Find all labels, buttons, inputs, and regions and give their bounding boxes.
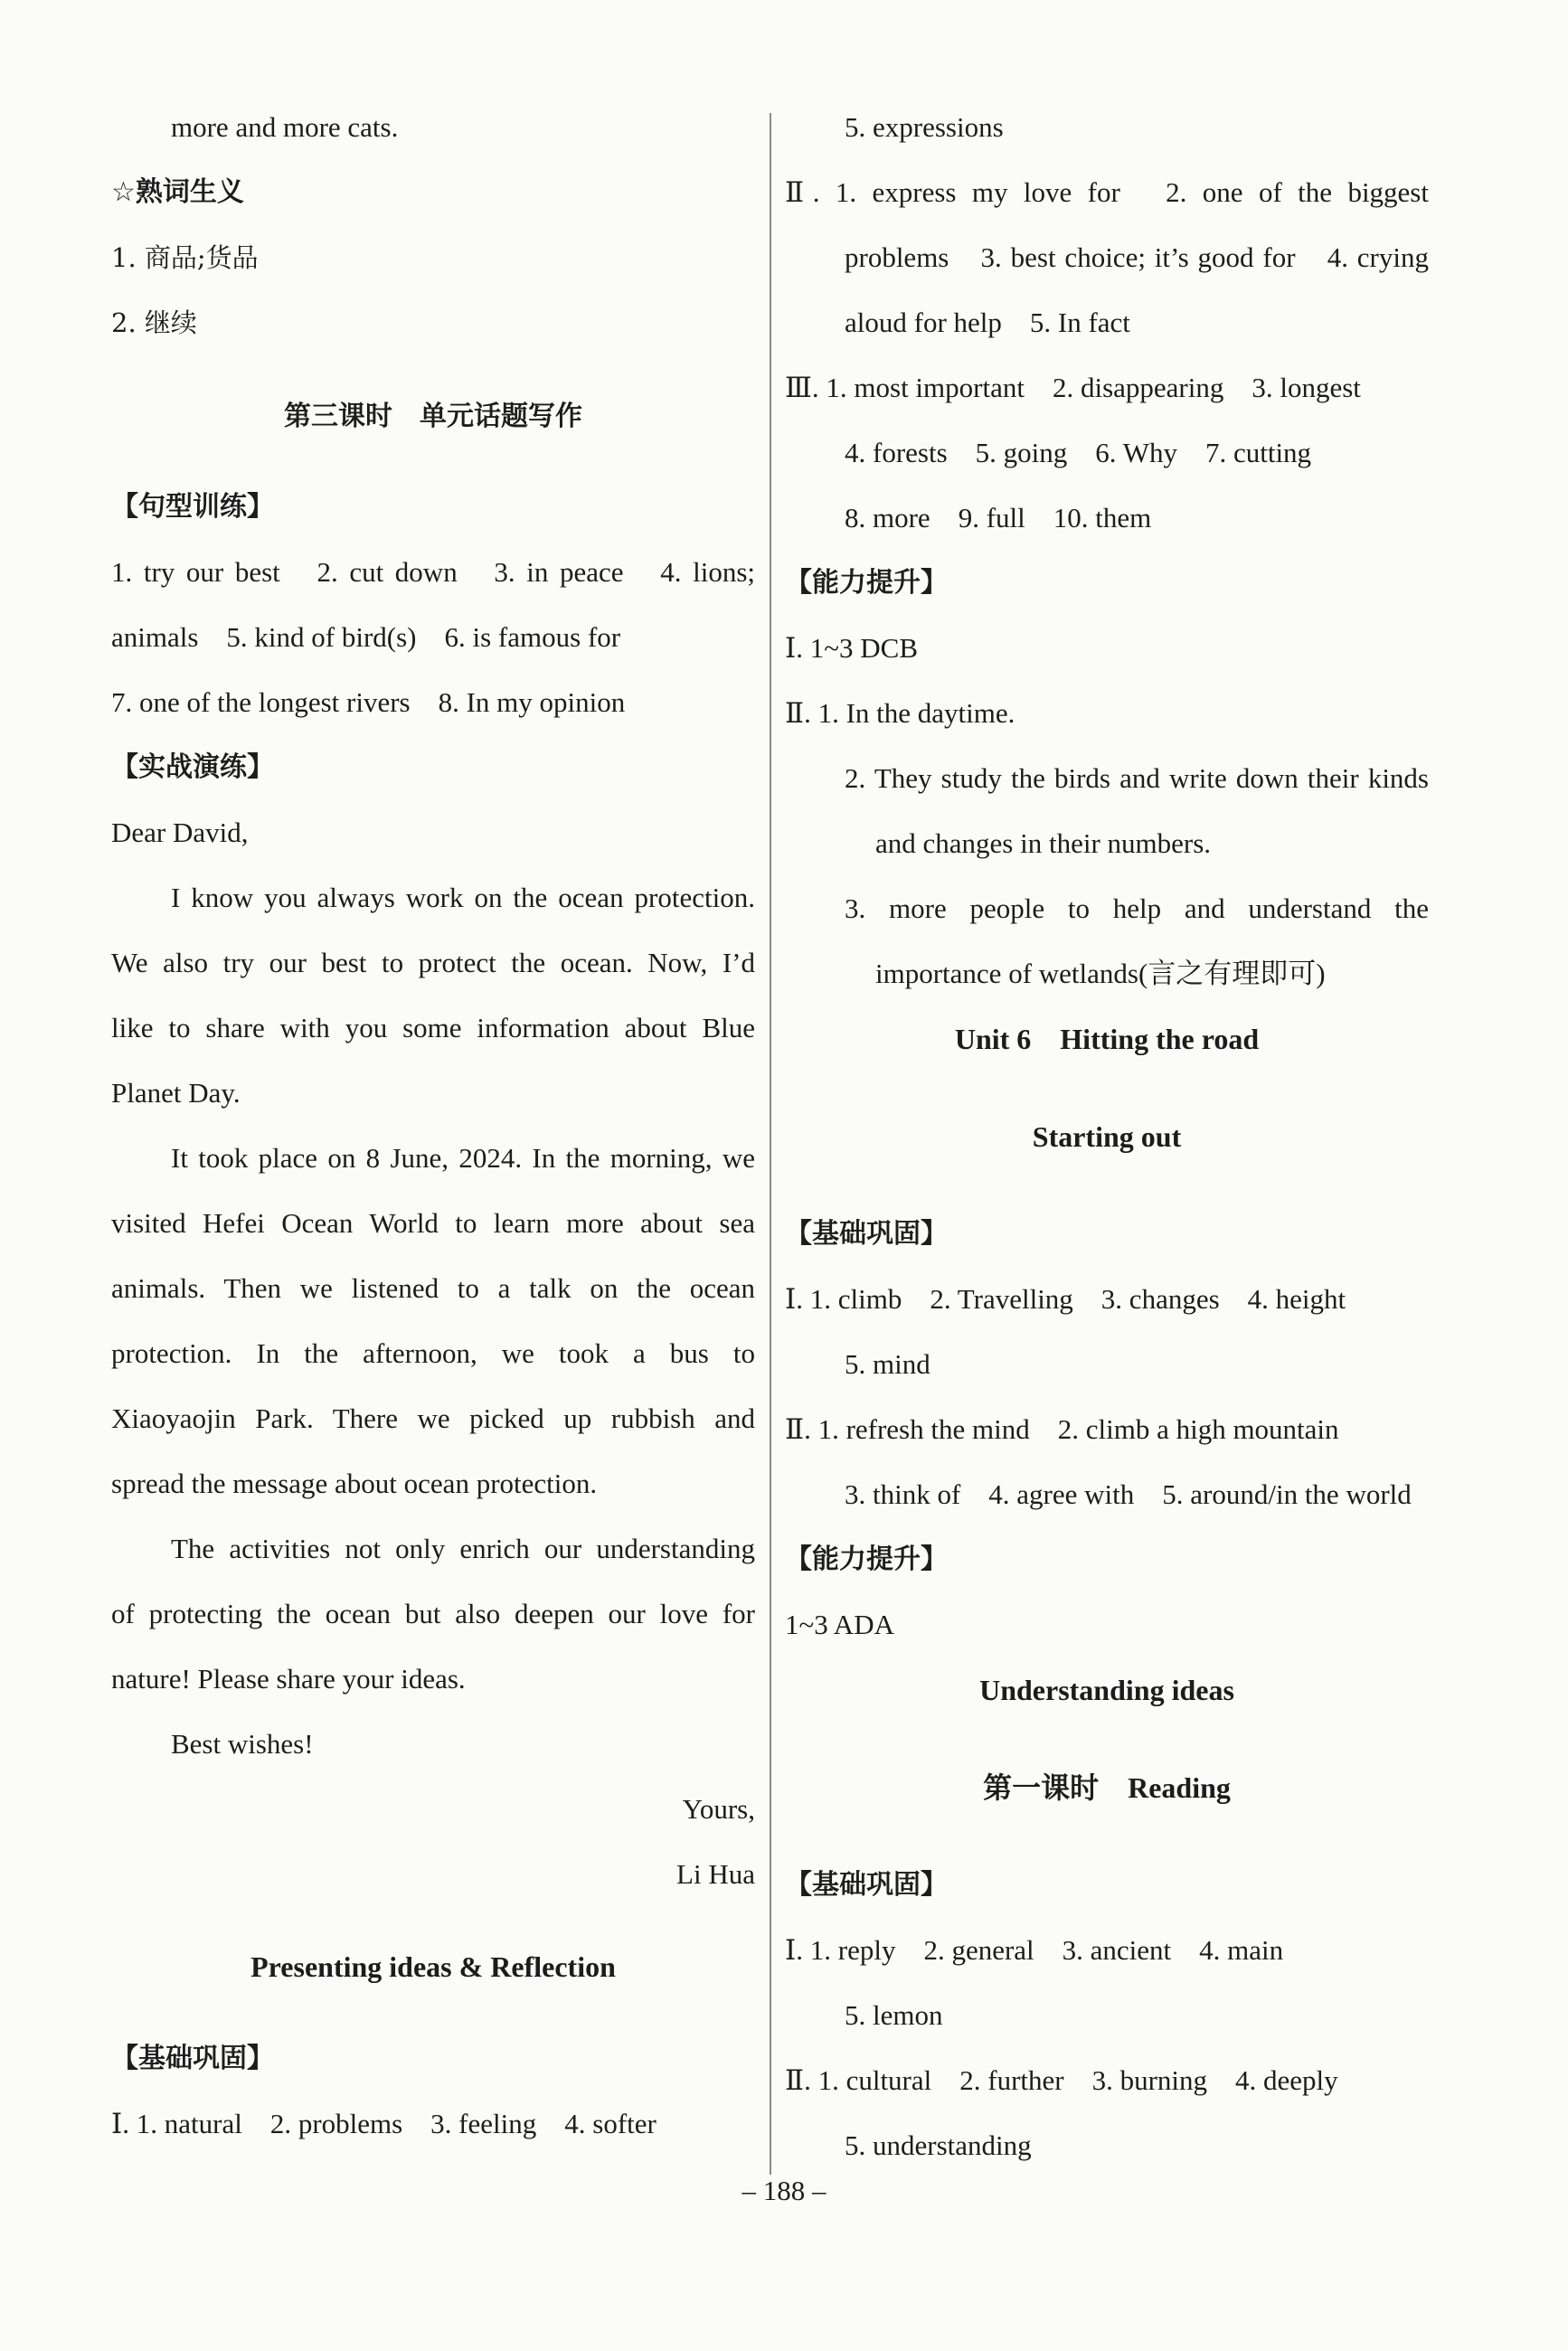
section-title-starting: Starting out <box>1032 1120 1182 1153</box>
answer-line: Ⅱ. 1. In the daytime. <box>785 697 1015 729</box>
answer-line: animals 5. kind of bird(s) 6. is famous for <box>111 621 621 653</box>
page-number: – 188 – <box>741 2175 827 2206</box>
letter-line: I know you always work on the ocean protection. <box>171 882 755 913</box>
lesson-title: 第一课时 Reading <box>983 1771 1231 1804</box>
section-heading-jichu: 【基础巩固】 <box>111 2043 274 2074</box>
letter-yours: Yours, <box>682 1793 755 1825</box>
answer-line: 5. lemon <box>845 1999 943 2031</box>
letter-line: It took place on 8 June, 2024. In the morning, we <box>171 1142 755 1174</box>
section-heading-nengli: 【能力提升】 <box>785 1544 948 1575</box>
answer-line: Ⅰ. 1. climb 2. Travelling 3. changes 4. height <box>785 1283 1346 1315</box>
answer-line: Ⅰ. 1. natural 2. problems 3. feeling 4. softer <box>111 2108 656 2139</box>
answer-line: 5. expressions <box>845 111 1004 143</box>
section-title-understanding: Understanding ideas <box>979 1674 1234 1706</box>
answer-line: 1. try our best 2. cut down 3. in peace 4. lions; <box>111 556 755 588</box>
column-divider <box>770 113 771 2175</box>
answer-line: Ⅱ. 1. refresh the mind 2. climb a high mountain <box>785 1413 1339 1445</box>
unit-title: Unit 6 Hitting the road <box>954 1023 1260 1055</box>
answer-line: aloud for help 5. In fact <box>845 307 1130 338</box>
letter-line: spread the message about ocean protection. <box>111 1468 598 1499</box>
answer-line: 8. more 9. full 10. them <box>845 502 1152 533</box>
answer-line: 2. They study the birds and write down their kinds <box>845 762 1429 794</box>
answer-line: Ⅰ. 1. reply 2. general 3. ancient 4. main <box>785 1934 1284 1966</box>
left-column <box>111 95 755 2157</box>
letter-line: The activities not only enrich our understanding <box>171 1533 755 1564</box>
answer-line: Ⅲ. 1. most important 2. disappearing 3. longest <box>785 372 1361 403</box>
answer-line: 4. forests 5. going 6. Why 7. cutting <box>845 437 1312 468</box>
letter-line: Planet Day. <box>111 1077 241 1109</box>
answer-line: 7. one of the longest rivers 8. In my opinion <box>111 686 626 718</box>
answer-line: 1. 商品;货品 <box>111 242 259 273</box>
letter-greeting: Dear David, <box>111 817 249 848</box>
answer-line: Ⅱ. 1. cultural 2. further 3. burning 4. deeply <box>785 2064 1338 2096</box>
section-heading-shuci: ☆熟词生义 <box>111 176 244 208</box>
answer-line: problems 3. best choice; it’s good for 4. crying <box>845 241 1429 273</box>
answer-line: Ⅰ. 1~3 DCB <box>785 632 919 664</box>
section-heading-nengli: 【能力提升】 <box>785 567 948 599</box>
letter-line: nature! Please share your ideas. <box>111 1663 466 1695</box>
answer-line: 1~3 ADA <box>785 1609 894 1640</box>
answer-line: 3. more people to help and understand the <box>845 892 1429 924</box>
letter-line: We also try our best to protect the ocean. Now, I’d <box>111 947 755 978</box>
letter-line: like to share with you some information about Blue <box>111 1012 755 1043</box>
lesson-title: 第三课时 单元话题写作 <box>284 401 582 432</box>
text-line: more and more cats. <box>171 111 399 143</box>
letter-line: animals. Then we listened to a talk on the ocean <box>111 1272 755 1304</box>
answer-line: 5. mind <box>845 1348 930 1380</box>
letter-line: visited Hefei Ocean World to learn more about sea <box>111 1207 755 1239</box>
section-title-presenting: Presenting ideas & Reflection <box>250 1950 616 1983</box>
answer-line: and changes in their numbers. <box>875 827 1212 859</box>
answer-line: importance of wetlands(言之有理即可) <box>875 958 1326 989</box>
answer-line: 3. think of 4. agree with 5. around/in the world <box>845 1478 1412 1510</box>
answer-line: Ⅱ. 1. express my love for 2. one of the biggest <box>785 176 1429 208</box>
right-column <box>785 95 1429 2178</box>
letter-line: Xiaoyaojin Park. There we picked up rubbish and <box>111 1402 755 1434</box>
section-heading-juxing: 【句型训练】 <box>111 491 274 523</box>
letter-closing: Best wishes! <box>171 1728 314 1760</box>
answer-line: 2. 继续 <box>111 307 197 338</box>
section-heading-jichu: 【基础巩固】 <box>785 1869 948 1901</box>
letter-line: of protecting the ocean but also deepen our love for <box>111 1598 755 1629</box>
letter-line: protection. In the afternoon, we took a bus to <box>111 1337 755 1369</box>
section-heading-jichu: 【基础巩固】 <box>785 1218 948 1250</box>
letter-signature: Li Hua <box>676 1858 755 1890</box>
answer-line: 5. understanding <box>845 2129 1032 2161</box>
section-heading-shizhan: 【实战演练】 <box>111 751 274 783</box>
